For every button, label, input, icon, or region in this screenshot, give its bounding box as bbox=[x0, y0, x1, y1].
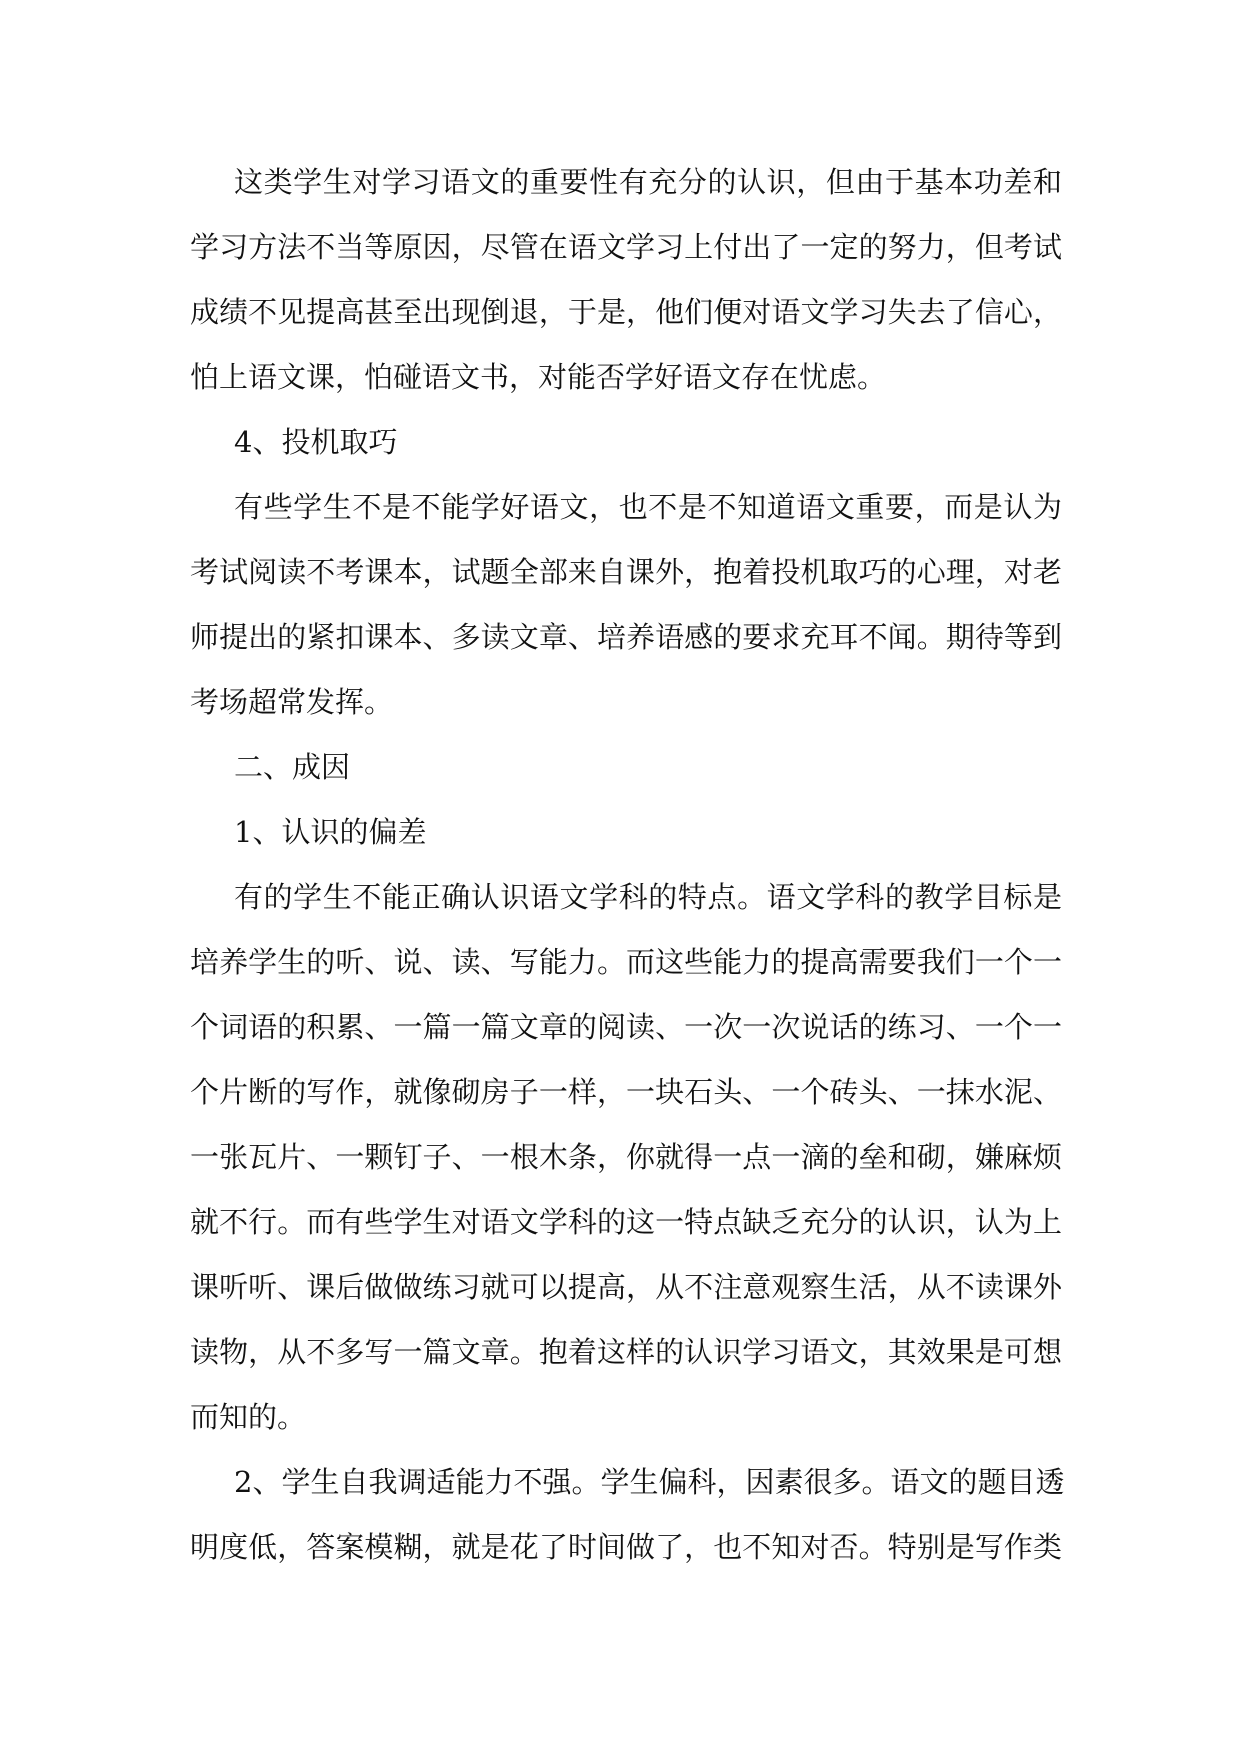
paragraph-line: 怕上语文课，怕碰语文书，对能否学好语文存在忧虑。 bbox=[190, 360, 887, 394]
paragraph-line: 个词语的积累、一篇一篇文章的阅读、一次一次说话的练习、一个一 bbox=[190, 1010, 1062, 1044]
paragraph-line: 有的学生不能正确认识语文学科的特点。语文学科的教学目标是 bbox=[234, 880, 1062, 914]
paragraph-line: 学习方法不当等原因，尽管在语文学习上付出了一定的努力，但考试 bbox=[190, 230, 1062, 264]
paragraph-line: 一张瓦片、一颗钉子、一根木条，你就得一点一滴的垒和砌，嫌麻烦 bbox=[190, 1140, 1062, 1174]
paragraph-line: 就不行。而有些学生对语文学科的这一特点缺乏充分的认识，认为上 bbox=[190, 1205, 1062, 1239]
paragraph-line: 有些学生不是不能学好语文，也不是不知道语文重要，而是认为 bbox=[234, 490, 1062, 524]
paragraph-line: 培养学生的听、说、读、写能力。而这些能力的提高需要我们一个一 bbox=[190, 945, 1062, 979]
paragraph-line: 而知的。 bbox=[190, 1400, 307, 1434]
paragraph-line: 考试阅读不考课本，试题全部来自课外，抱着投机取巧的心理，对老 bbox=[190, 555, 1062, 589]
paragraph-line: 课听听、课后做做练习就可以提高，从不注意观察生活，从不读课外 bbox=[190, 1270, 1062, 1304]
paragraph-line: 个片断的写作，就像砌房子一样，一块石头、一个砖头、一抹水泥、 bbox=[190, 1075, 1062, 1109]
paragraph-line: 2、学生自我调适能力不强。学生偏科，因素很多。语文的题目透 bbox=[234, 1465, 1065, 1499]
paragraph-line: 考场超常发挥。 bbox=[190, 685, 394, 719]
document-body bbox=[190, 150, 1065, 1580]
paragraph-line: 成绩不见提高甚至出现倒退，于是，他们便对语文学习失去了信心， bbox=[190, 295, 1062, 329]
section-heading: 4、投机取巧 bbox=[234, 425, 398, 459]
paragraph-line: 读物，从不多写一篇文章。抱着这样的认识学习语文，其效果是可想 bbox=[190, 1335, 1062, 1369]
section-heading: 1、认识的偏差 bbox=[234, 815, 427, 849]
section-heading: 二、成因 bbox=[234, 750, 351, 784]
paragraph-line: 这类学生对学习语文的重要性有充分的认识，但由于基本功差和 bbox=[234, 165, 1062, 199]
paragraph-line: 师提出的紧扣课本、多读文章、培养语感的要求充耳不闻。期待等到 bbox=[190, 620, 1062, 654]
paragraph-line: 明度低，答案模糊，就是花了时间做了，也不知对否。特别是写作类 bbox=[190, 1530, 1062, 1564]
